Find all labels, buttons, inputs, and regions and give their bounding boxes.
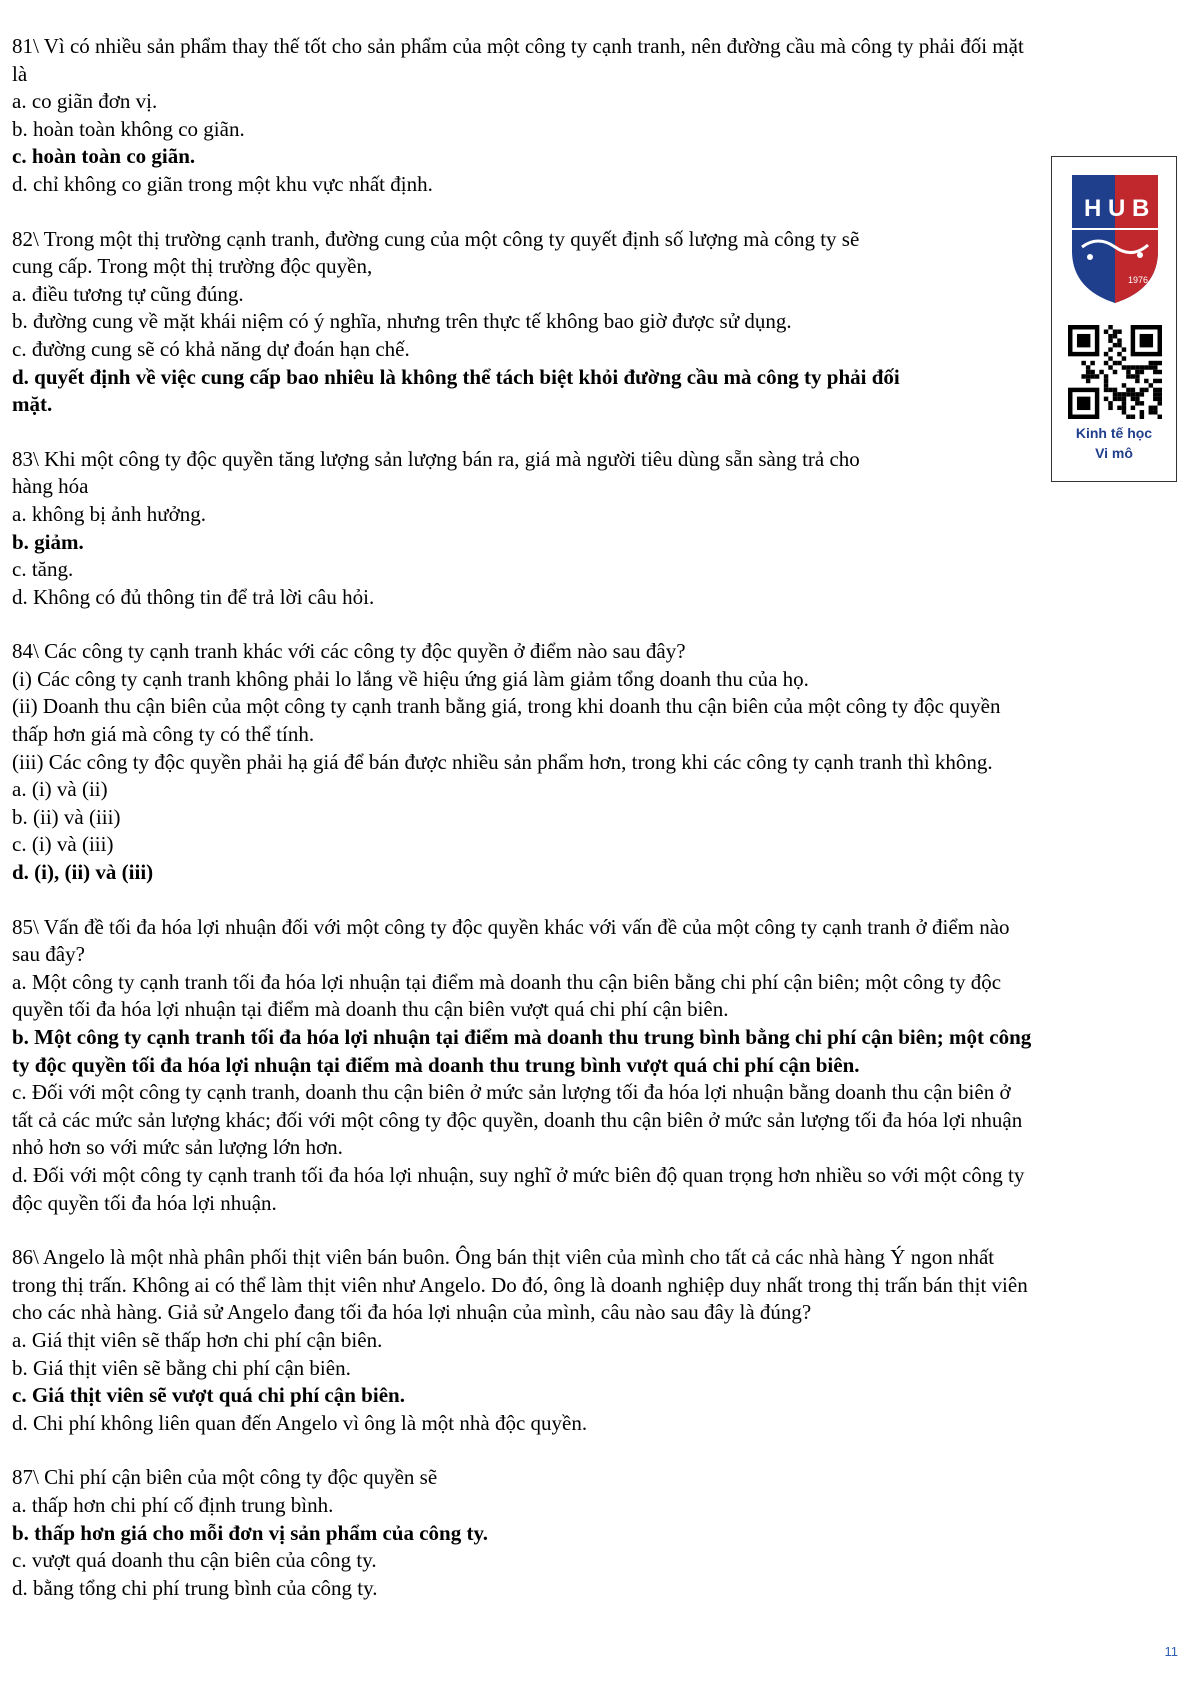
logo-letter-b: B <box>1132 195 1150 222</box>
question-stem-line: 81\ Vì có nhiều sản phẩm thay thế tốt cho sản phẩm của một công ty cạnh tranh, nên đường cầu mà công ty phải đối mặt <box>12 34 1024 58</box>
question-block <box>12 1244 1177 1437</box>
answer-option-correct: c. Giá thịt viên sẽ vượt quá chi phí cận biên. <box>12 1383 405 1408</box>
answer-option: a. Giá thịt viên sẽ thấp hơn chi phí cận biên. <box>12 1327 383 1352</box>
answer-option-correct: mặt. <box>12 392 53 417</box>
answer-option: tất cả các mức sản lượng khác; đối với một công ty độc quyền, doanh thu cận biên ở mức sản lượng tối đa hóa lợi nhuận <box>12 1107 1023 1132</box>
answer-option-correct: b. Một công ty cạnh tranh tối đa hóa lợi nhuận tại điểm mà doanh thu trung bình bằng chi phí cận biên; một công <box>12 1025 1032 1049</box>
course-card <box>1051 156 1177 482</box>
answer-option: a. không bị ảnh hưởng. <box>12 501 206 526</box>
qr-code-icon <box>1068 325 1162 419</box>
answer-option: d. chỉ không co giãn trong một khu vực nhất định. <box>12 171 433 196</box>
answer-option: c. Đối với một công ty cạnh tranh, doanh thu cận biên ở mức sản lượng tối đa hóa lợi nhuận bằng doanh thu cận biên ở <box>12 1080 1011 1105</box>
answer-option: a. Một công ty cạnh tranh tối đa hóa lợi nhuận tại điểm mà doanh thu cận biên bằng chi phí cận biên; một công ty độc <box>12 969 1002 994</box>
question-stem-line: cung cấp. Trong một thị trường độc quyền, <box>12 254 373 279</box>
answer-option: độc quyền tối đa hóa lợi nhuận. <box>12 1190 277 1215</box>
question-list <box>12 33 1177 1629</box>
answer-option: d. Chi phí không liên quan đến Angelo vì ông là một nhà độc quyền. <box>12 1410 588 1435</box>
answer-option-correct: ty độc quyền tối đa hóa lợi nhuận tại điểm mà doanh thu trung bình vượt quá chi phí cận biên. <box>12 1052 860 1077</box>
question-stem-line: (i) Các công ty cạnh tranh không phải lo lắng về hiệu ứng giá làm giảm tổng doanh thu của họ. <box>12 666 809 691</box>
logo-letter-h: H <box>1084 195 1102 222</box>
hub-logo-icon <box>1068 171 1162 305</box>
answer-option: b. (ii) và (iii) <box>12 804 121 829</box>
answer-option: b. Giá thịt viên sẽ bằng chi phí cận biên. <box>12 1355 351 1380</box>
answer-option-correct: c. hoàn toàn co giãn. <box>12 144 196 169</box>
question-stem-line: 82\ Trong một thị trường cạnh tranh, đường cung của một công ty quyết định số lượng mà công ty sẽ <box>12 226 860 251</box>
logo-letter-u: U <box>1108 195 1126 222</box>
question-stem-line: thấp hơn giá mà công ty có thể tính. <box>12 722 315 747</box>
logo-year: 1976 <box>1128 275 1149 285</box>
answer-option: c. (i) và (iii) <box>12 832 114 857</box>
answer-option-correct: d. quyết định về việc cung cấp bao nhiêu là không thể tách biệt khỏi đường cầu mà công ty phải đối <box>12 364 900 389</box>
question-block <box>12 446 1177 612</box>
answer-option: b. hoàn toàn không co giãn. <box>12 116 245 141</box>
question-block <box>12 33 1177 199</box>
question-block <box>12 1464 1177 1602</box>
question-stem-line: hàng hóa <box>12 474 89 499</box>
answer-option: c. đường cung sẽ có khả năng dự đoán hạn chế. <box>12 336 410 361</box>
answer-option: nhỏ hơn so với mức sản lượng lớn hơn. <box>12 1135 343 1160</box>
answer-option: a. điều tương tự cũng đúng. <box>12 281 244 306</box>
question-block <box>12 914 1177 1218</box>
answer-option-correct: d. (i), (ii) và (iii) <box>12 860 154 885</box>
answer-option: quyền tối đa hóa lợi nhuận tại điểm mà doanh thu cận biên vượt quá chi phí cận biên. <box>12 997 729 1022</box>
answer-option-correct: b. thấp hơn giá cho mỗi đơn vị sản phẩm của công ty. <box>12 1520 489 1545</box>
question-stem-line: 84\ Các công ty cạnh tranh khác với các công ty độc quyền ở điểm nào sau đây? <box>12 639 686 664</box>
card-label-line1: Kinh tế học <box>1075 425 1153 441</box>
question-stem-line: sau đây? <box>12 942 85 967</box>
answer-option: c. vượt quá doanh thu cận biên của công ty. <box>12 1548 377 1573</box>
answer-option: d. Đối với một công ty cạnh tranh tối đa hóa lợi nhuận, suy nghĩ ở mức biên độ quan trọng hơn nhiều so với một công ty <box>12 1162 1025 1187</box>
answer-option: d. Không có đủ thông tin để trả lời câu hỏi. <box>12 584 375 609</box>
answer-option: a. co giãn đơn vị. <box>12 89 158 114</box>
question-block <box>12 226 1177 419</box>
answer-option: c. tăng. <box>12 557 74 582</box>
page-number: 11 <box>1164 1644 1178 1659</box>
answer-option: a. (i) và (ii) <box>12 777 108 802</box>
question-stem-line: 86\ Angelo là một nhà phân phối thịt viên bán buôn. Ông bán thịt viên của mình cho tất cả các nhà hàng Ý ngon nhất <box>12 1245 995 1270</box>
question-stem-line: là <box>12 61 28 86</box>
card-label-line2: Vi mô <box>1095 445 1133 461</box>
question-stem-line: cho các nhà hàng. Giả sử Angelo đang tối đa hóa lợi nhuận của mình, câu nào sau đây là đúng? <box>12 1300 812 1325</box>
answer-option-correct: b. giảm. <box>12 529 84 554</box>
question-stem-line: 83\ Khi một công ty độc quyền tăng lượng sản lượng bán ra, giá mà người tiêu dùng sẵn sàng trả cho <box>12 446 860 471</box>
question-block <box>12 638 1177 886</box>
question-stem-line: (iii) Các công ty độc quyền phải hạ giá để bán được nhiều sản phẩm hơn, trong khi các công ty cạnh tranh thì không. <box>12 749 993 774</box>
answer-option: a. thấp hơn chi phí cố định trung bình. <box>12 1492 334 1517</box>
question-stem-line: 87\ Chi phí cận biên của một công ty độc quyền sẽ <box>12 1465 438 1490</box>
question-stem-line: trong thị trấn. Không ai có thể làm thịt viên như Angelo. Do đó, ông là doanh nghiệp duy nhất trong thị trấn bán thịt viên <box>12 1272 1028 1297</box>
answer-option: b. đường cung về mặt khái niệm có ý nghĩa, nhưng trên thực tế không bao giờ được sử dụng. <box>12 309 792 334</box>
question-stem-line: (ii) Doanh thu cận biên của một công ty cạnh tranh bằng giá, trong khi doanh thu cận biên của một công ty độc quyền <box>12 694 1001 719</box>
answer-option: d. bằng tổng chi phí trung bình của công ty. <box>12 1575 378 1600</box>
question-stem-line: 85\ Vấn đề tối đa hóa lợi nhuận đối với một công ty độc quyền khác với vấn đề của một công ty cạnh tranh ở điểm nào <box>12 914 1010 939</box>
